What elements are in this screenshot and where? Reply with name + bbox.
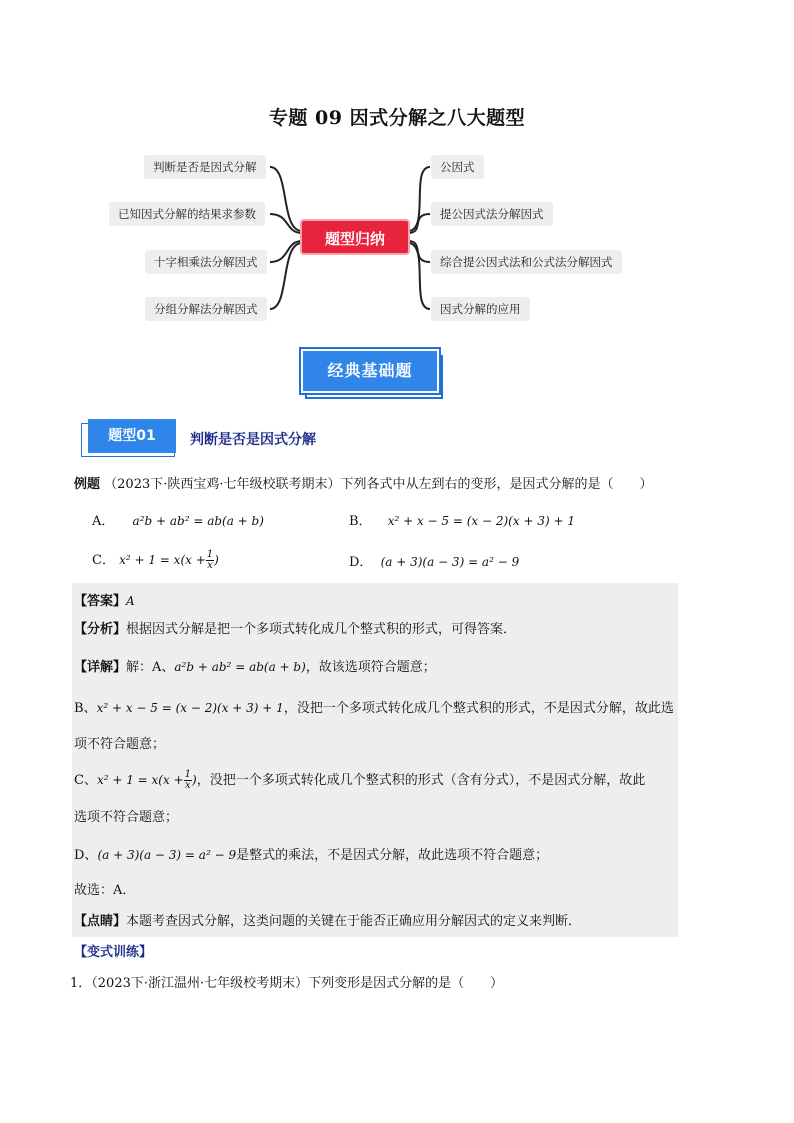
section-banner xyxy=(301,349,445,400)
mindmap-left-1: 判断是否是因式分解 xyxy=(144,155,266,179)
detail-b-line xyxy=(74,698,674,719)
detail-b-cont: 项不符合题意； xyxy=(74,737,166,752)
mindmap-connectors xyxy=(0,0,794,340)
detail-d-text: 是整式的乘法，不是因式分解，故此选项不符合题意； xyxy=(236,848,549,863)
detail-c-formula: x² + 1 = x(x + xyxy=(96,773,184,787)
example-source: （2023下·陕西宝鸡·七年级校联考期末） xyxy=(104,477,341,492)
mindmap-right-4: 因式分解的应用 xyxy=(431,297,530,321)
comment-line xyxy=(74,912,581,932)
detail-d-prefix: D、 xyxy=(74,848,98,863)
analysis-text: 根据因式分解是把一个多项式转化成几个整式积的形式，可得答案． xyxy=(126,622,517,637)
type-tag-label: 题型01 xyxy=(88,419,176,453)
fraction-numerator: 1 xyxy=(184,769,191,780)
analysis-line xyxy=(74,620,516,640)
practice-heading: 【变式训练】 xyxy=(74,945,153,960)
detail-c-cont: 选项不符合题意； xyxy=(74,810,179,825)
comment-tag: 【点睛】 xyxy=(74,914,127,929)
detail-b-prefix: B、 xyxy=(74,701,97,716)
analysis-tag: 【分析】 xyxy=(74,622,127,637)
mindmap-right-2: 提公因式法分解因式 xyxy=(431,202,553,226)
detail-tag: 【详解】 xyxy=(74,660,127,675)
banner-label: 经典基础题 xyxy=(301,349,439,393)
option-d-label: D． xyxy=(349,555,373,570)
option-c-formula: x² + 1 = x(x + xyxy=(119,553,206,567)
option-c-fraction xyxy=(206,550,214,571)
fraction-numerator: 1 xyxy=(206,549,214,560)
option-a-label: A． xyxy=(92,514,115,529)
mindmap-center: 题型归纳 xyxy=(300,219,410,255)
example-label: 例题 xyxy=(74,477,101,492)
detail-a-line xyxy=(74,657,436,678)
detail-a-prefix: 解：A、 xyxy=(126,660,175,675)
detail-d-line xyxy=(74,845,548,866)
fraction-denominator: x xyxy=(207,560,213,571)
comment-text: 本题考查因式分解，这类问题的关键在于能否正确应用分解因式的定义来判断． xyxy=(126,914,582,929)
option-a-formula: a²b + ab² = ab(a + b) xyxy=(132,514,264,528)
practice-q1 xyxy=(70,974,503,994)
q1-stem: 下列变形是因式分解的是（ ） xyxy=(308,976,504,991)
choose-line: 故选：A． xyxy=(74,883,136,898)
detail-a-formula: a²b + ab² = ab(a + b) xyxy=(174,660,306,674)
option-c xyxy=(92,550,219,571)
mindmap-right-3: 综合提公因式法和公式法分解因式 xyxy=(431,250,622,274)
page-title: 专题 09 因式分解之八大题型 xyxy=(268,107,526,129)
mindmap-left-4: 分组分解法分解因式 xyxy=(145,297,267,321)
detail-c-fraction xyxy=(184,770,192,791)
mindmap-left-2: 已知因式分解的结果求参数 xyxy=(109,202,265,226)
detail-a-text: ，故该选项符合题意； xyxy=(305,660,436,675)
answer-line xyxy=(74,591,135,612)
example-stem xyxy=(74,475,653,495)
q1-source: （2023下·浙江温州·七年级校考期末） xyxy=(91,976,309,991)
type-title: 判断是否是因式分解 xyxy=(190,432,316,448)
option-b xyxy=(349,511,575,532)
option-c-label: C． xyxy=(92,553,115,568)
detail-b-formula: x² + x − 5 = (x − 2)(x + 3) + 1 xyxy=(96,701,284,715)
detail-b-text: ，没把一个多项式转化成几个整式积的形式，不是因式分解，故此选 xyxy=(283,701,674,716)
option-c-formula-end: ) xyxy=(214,553,219,567)
type-tag xyxy=(86,419,183,454)
option-b-label: B． xyxy=(349,514,372,529)
option-a xyxy=(92,511,264,532)
detail-d-formula: (a + 3)(a − 3) = a² − 9 xyxy=(97,848,237,862)
detail-c-line xyxy=(74,770,645,791)
answer-tag: 【答案】 xyxy=(74,594,127,609)
option-d xyxy=(349,552,519,573)
example-text: 下列各式中从左到右的变形，是因式分解的是（ ） xyxy=(340,477,653,492)
q1-number: 1． xyxy=(70,976,92,991)
detail-c-formula-end: ) xyxy=(192,773,197,787)
option-d-formula: (a + 3)(a − 3) = a² − 9 xyxy=(380,555,520,569)
detail-c-text: ，没把一个多项式转化成几个整式积的形式（含有分式），不是因式分解，故此 xyxy=(196,773,646,788)
mindmap-left-3: 十字相乘法分解因式 xyxy=(145,250,267,274)
detail-c-prefix: C、 xyxy=(74,773,97,788)
option-b-formula: x² + x − 5 = (x − 2)(x + 3) + 1 xyxy=(387,514,575,528)
fraction-denominator: x xyxy=(184,780,191,791)
answer-value: A xyxy=(126,594,135,608)
mindmap-right-1: 公因式 xyxy=(431,155,484,179)
